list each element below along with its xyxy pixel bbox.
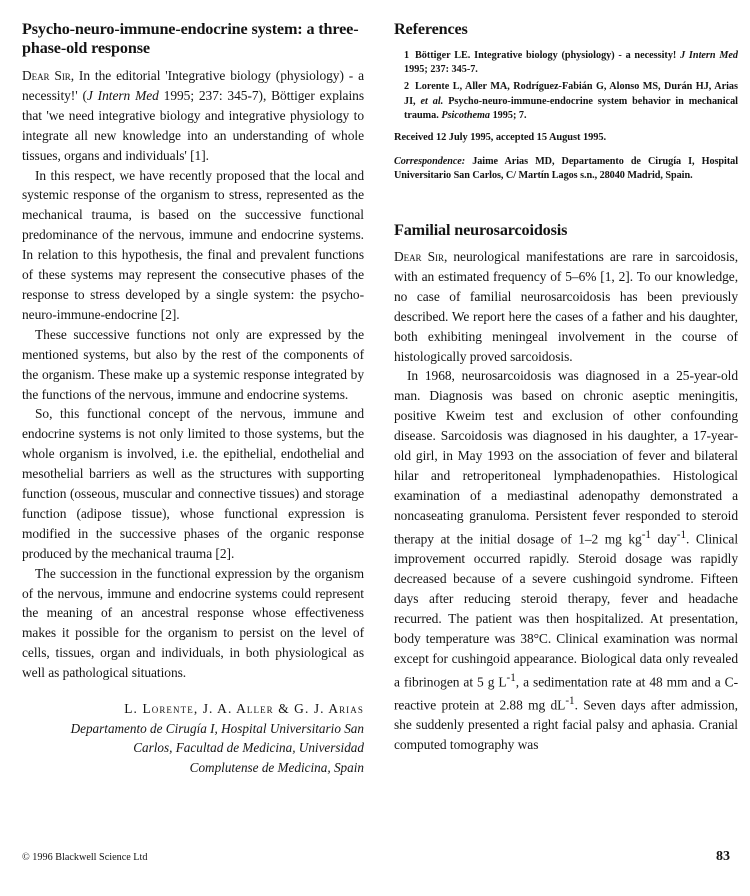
letter-title-familial: Familial neurosarcoidosis bbox=[394, 221, 568, 240]
letter-title-psycho-neuro: Psycho-neuro-immune-endocrine system: a three-phase-old response bbox=[22, 20, 359, 57]
correspondence: Correspondence: Jaime Arias MD, Departamento de Cirugía I, Hospital Universitario San Carlos, C/ Martín Lagos s.n., 28040 Madrid, Spain. bbox=[394, 156, 738, 182]
letter2-paragraph-2: In 1968, neurosarcoidosis was diagnosed in a 25-year-old man. Diagnosis was based on chronic aseptic meningitis, positive Kweim test and exclusion of other confounding disease. Sarcoidosis was diagnosed in his daughter, a 17-year-old girl, in May 1993 on the association of fever and bilateral hilar and retroperitoneal lymphadenopathies. Histological examination of a mediastinal adenopathy demonstrated a noncaseating granuloma. Persistent fever responded to steroid therapy at the initial dosage of 1–2 mg $kg^{-1}$ day$^{-1}$. Clinical improvement occurred rapidly. Steroid dosage was rapidly decreased because of a severe cushingoid syndrome. Fifteen days after reducing steroid therapy, fever and headache recurred. The patient was then hospitalized. At presentation, body temperature was 38°C. Clinical examination was normal except for cushingoid appearance. Biological data only revealed a fibrinogen at 5 g $L^{-1}$, a sedimentation rate at 48 mm and a C-reactive protein at 2.88 mg $dL^{-1}$. Seven days after admission, she suddenly presented a right facial palsy and aphasia. Cranial computed tomography was bbox=[394, 368, 739, 753]
copyright-notice: © 1996 Blackwell Science Ltd bbox=[22, 852, 148, 863]
reference-list bbox=[394, 49, 738, 123]
letter-paragraph-5: The succession in the functional expression by the organism of the nervous, immune and endocrine systems could represent the meaning of an ancestral response whose effectiveness makes it possible for the organism to persist on the level of cells, tissues, organ and individuals, in both physiological as well as pathological situations. bbox=[22, 565, 364, 681]
letter-paragraph-4: So, this functional concept of the nervous, immune and endocrine systems is not only limited to those systems, but the whole organism is involved, i.e. the epithelial, endothelial and mesothelial barriers as well as the structures with supporting function (osseous, muscular and connective tissues) and storage function (adipose tissue), whose functional expression is modified in the successive phases of the organic response produced by the mechanical trauma [2]. bbox=[22, 406, 364, 561]
letter-paragraph-3: These successive functions not only are expressed by the mentioned systems, but also by the rest of the components of the organism. These make up a systemic response integrated by the functions of the nervous, immune and endocrine systems. bbox=[22, 326, 364, 402]
salutation: Dear Sir, bbox=[394, 249, 448, 265]
right-column bbox=[394, 20, 738, 755]
letter-paragraph-1: Dear Sir, In the editorial 'Integrative biology (physiology) - a necessity!' (J Intern Med 1995; 237: 345-7), Böttiger explains that 'we need integrative biology and integrative physiology to integrate all new knowledge into an understanding of whole tissues, organs and individuals' [1]. bbox=[22, 68, 365, 163]
received-date: Received 12 July 1995, accepted 15 August 1995. bbox=[394, 132, 607, 144]
reference-item: 2 Lorente L, Aller MA, Rodríguez-Fabián G, Alonso MS, Durán HJ, Arias JI, et al. Psycho-neuro-immune-endocrine system behavior in mechanical trauma. Psicothema 1995; 7. bbox=[404, 81, 738, 121]
references-heading: References bbox=[394, 20, 468, 38]
letter-paragraph-2: In this respect, we have recently proposed that the local and systemic response of the organism to stress, represented as the mechanical trauma, is based on the successive functional predominance of the nervous, immune and endocrine systems. In relation to this hypothesis, the final and prevalent functions of these systems may represent the consecutive phases of the response to stress developed by a single system: the psycho-neuro-immune-endocrine [2]. bbox=[22, 167, 364, 322]
salutation: Dear Sir, bbox=[22, 68, 75, 83]
page-number: 83 bbox=[716, 849, 730, 864]
letter2-paragraph-1: Dear Sir, neurological manifestations are rare in sarcoidosis, with an estimated frequency of 5–6% [1, 2]. To our knowledge, no case of familial neurosarcoidosis has been previously described. We report here the cases of a father and his daughter, both exhibiting meningeal involvement in the course of histologically proved sarcoidosis. bbox=[394, 249, 738, 364]
reference-item: 1 Böttiger LE. Integrative biology (physiology) - a necessity! J Intern Med 1995; 237: 345-7. bbox=[404, 50, 738, 76]
left-column bbox=[22, 20, 364, 777]
author-list: L. Lorente, J. A. Aller & G. J. Arias bbox=[124, 701, 364, 717]
author-affiliation: Departamento de Cirugía I, Hospital Universitario San Carlos, Facultad de Medicina, Universidad Complutense de Medicina, Spain bbox=[70, 721, 364, 775]
